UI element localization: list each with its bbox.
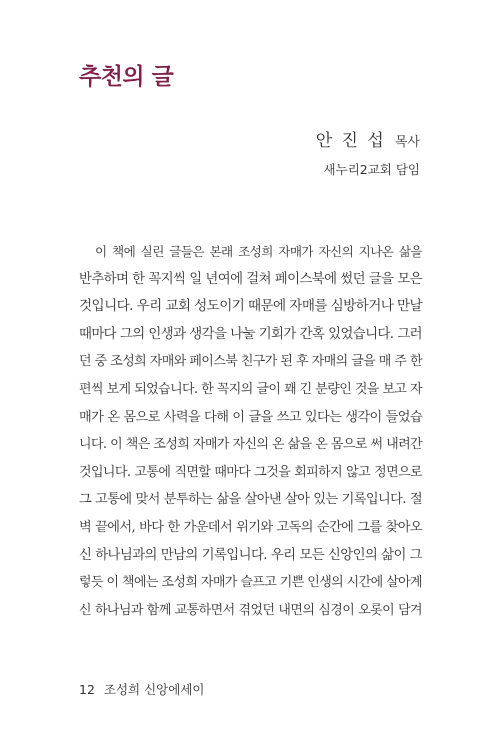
body-line: 이 책에 실린 글들은 본래 조성희 자매가 자신의 지나온 삶을 [95, 244, 422, 259]
author-line [316, 126, 420, 151]
body-line: 신 하나님과 함께 교통하면서 겪었던 내면의 심경이 오롯이 담겨 [79, 602, 422, 618]
body-line: 렇듯 이 책에는 조성희 자매가 슬프고 기쁜 인생의 시간에 살아계 [79, 575, 422, 591]
body-paragraph [79, 238, 422, 624]
body-line: 벽 끝에서, 바다 한 가운데서 위기와 고독의 순간에 그를 찾아오 [79, 519, 422, 535]
body-line: 매가 온 몸으로 사력을 다해 이 글을 쓰고 있다는 생각이 들었습 [79, 409, 422, 425]
body-line: 신 하나님과의 만남의 기록입니다. 우리 모든 신앙인의 삶이 그 [79, 547, 422, 563]
page-footer [79, 680, 204, 698]
body-line: 반추하며 한 꼭지씩 일 년여에 걸쳐 페이스북에 썼던 글을 모은 [79, 271, 422, 287]
body-line: 것입니다. 우리 교회 성도이기 때문에 자매를 심방하거나 만날 [79, 298, 423, 315]
page-number: 12 [79, 682, 95, 697]
body-line: 때마다 그의 인생과 생각을 나눌 기회가 간혹 있었습니다. 그러 [79, 326, 422, 342]
section-heading: 추천의 글 [79, 64, 174, 90]
author-role: 목사 [394, 135, 420, 150]
body-line: 것입니다. 고통에 직면할 때마다 그것을 회피하지 않고 정면으로 [79, 464, 422, 480]
author-affiliation: 새누리2교회 담임 [323, 162, 420, 177]
running-title: 조성희 신앙에세이 [103, 682, 205, 697]
body-line: 편씩 보게 되었습니다. 한 꼭지의 글이 꽤 긴 분량인 것을 보고 자 [79, 381, 422, 397]
body-line: 그 고통에 맞서 분투하는 삶을 살아낸 살아 있는 기록입니다. 절 [79, 492, 422, 508]
author-name: 안 진 섭 [315, 131, 386, 151]
body-line: 니다. 이 책은 조성희 자매가 자신의 온 삶을 온 몸으로 써 내려간 [79, 437, 422, 453]
body-line: 던 중 조성희 자매와 페이스북 친구가 된 후 자매의 글을 매 주 한 [79, 354, 422, 370]
